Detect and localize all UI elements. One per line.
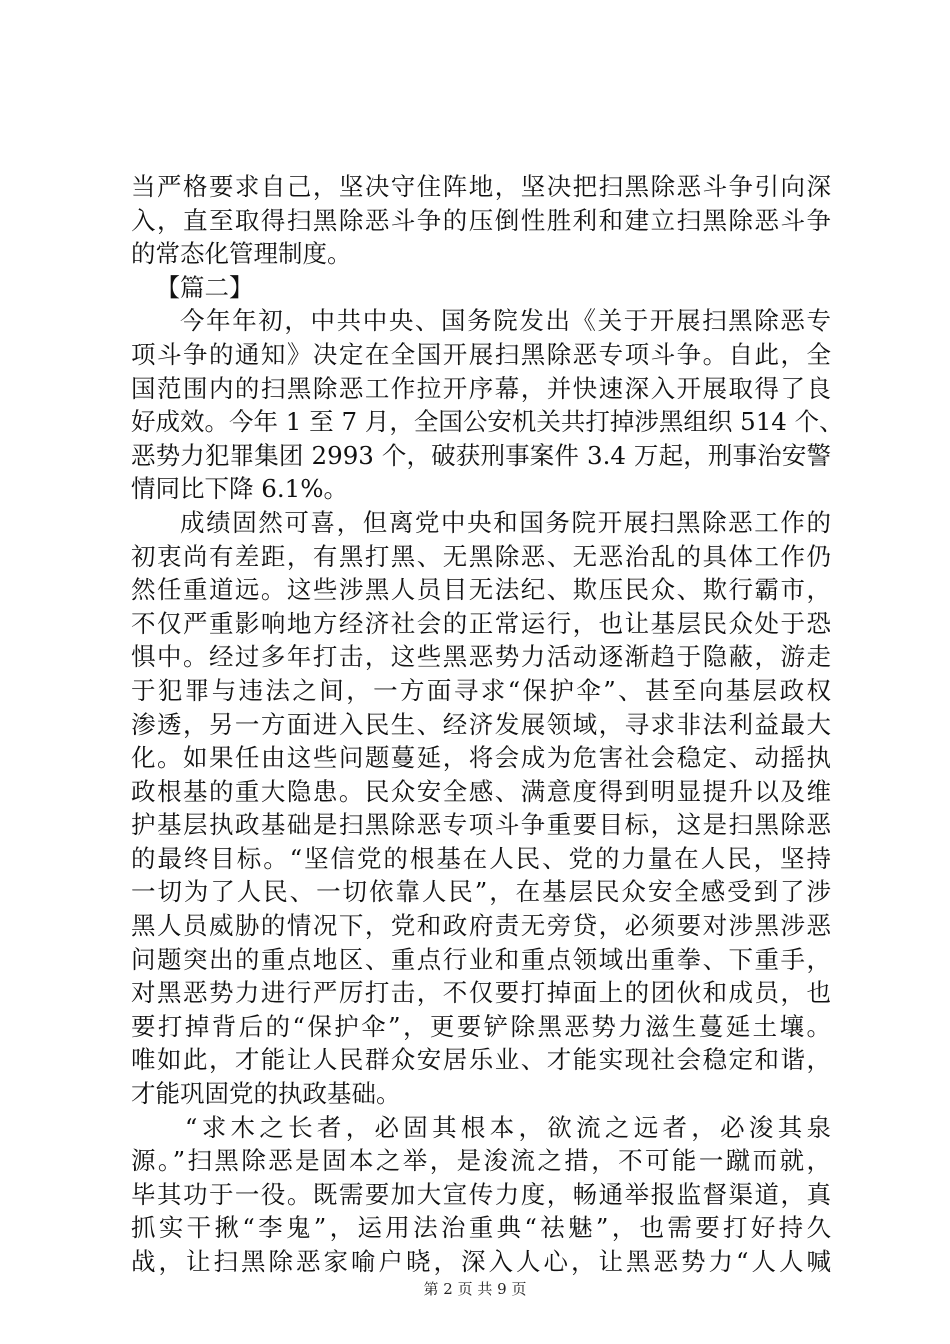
text-line: 护基层执政基础是扫黑除恶专项斗争重要目标，这是扫黑除恶 [131, 810, 831, 840]
text-line: 渗透，另一方面进入民生、经济发展领域，寻求非法利益最大 [131, 709, 831, 739]
text-line: 不仅严重影响地方经济社会的正常运行，也让基层民众处于恐 [131, 608, 831, 638]
text-line: 化。如果任由这些问题蔓延，将会成为危害社会稳定、动摇执 [131, 743, 831, 773]
text-line: 成绩固然可喜，但离党中央和国务院开展扫黑除恶工作的 [180, 507, 831, 537]
text-line: 战，让扫黑除恶家喻户晓，深入人心，让黑恶势力“人人喊 [131, 1247, 831, 1276]
text-line: 对黑恶势力进行严厉打击，不仅要打掉面上的团伙和成员，也 [131, 978, 831, 1008]
text-line: 才能巩固党的执政基础。 [131, 1079, 401, 1109]
text-line: 国范围内的扫黑除恶工作拉开序幕，并快速深入开展取得了良 [131, 373, 831, 403]
text-line: 黑人员威胁的情况下，党和政府责无旁贷，必须要对涉黑涉恶 [131, 911, 831, 941]
text-line: 入，直至取得扫黑除恶斗争的压倒性胜利和建立扫黑除恶斗争 [131, 205, 831, 235]
text-line: 政根基的重大隐患。民众安全感、满意度得到明显提升以及维 [131, 776, 831, 806]
text-line: 的常态化管理制度。 [131, 239, 352, 269]
text-line: 要打掉背后的“保护伞”，更要铲除黑恶势力滋生蔓延土壤。 [131, 1011, 831, 1041]
text-line: 好成效。今年 1 至 7 月，全国公安机关共打掉涉黑组织 514 个、 [131, 407, 844, 437]
text-line: 恶势力犯罪集团 2993 个，破获刑事案件 3.4 万起，刑事治安警 [131, 440, 831, 470]
text-line: 然任重道远。这些涉黑人员目无法纪、欺压民众、欺行霸市， [131, 575, 831, 605]
text-line: 毕其功于一役。既需要加大宣传力度，畅通举报监督渠道，真 [131, 1179, 831, 1209]
document-body [131, 170, 844, 1279]
text-line: 于犯罪与违法之间，一方面寻求“保护伞”、甚至向基层政权 [131, 675, 831, 705]
page-footer: 第 2 页 共 9 页 [423, 1280, 527, 1298]
text-line: 源。”扫黑除恶是固本之举，是浚流之措，不可能一蹴而就， [131, 1146, 831, 1176]
text-line: 项斗争的通知》决定在全国开展扫黑除恶专项斗争。自此，全 [131, 339, 831, 369]
text-line: 唯如此，才能让人民群众安居乐业、才能实现社会稳定和谐， [131, 1045, 831, 1075]
text-line: 抓实干揪“李鬼”，运用法治重典“祛魅”，也需要打好持久 [131, 1213, 831, 1243]
text-line: 问题突出的重点地区、重点行业和重点领域出重拳、下重手， [131, 944, 831, 974]
text-line: 的最终目标。“坚信党的根基在人民、党的力量在人民，坚持 [131, 843, 831, 873]
text-line: 今年年初，中共中央、国务院发出《关于开展扫黑除恶专 [180, 306, 831, 336]
text-line: 一切为了人民、一切依靠人民”，在基层民众安全感受到了涉 [131, 877, 831, 907]
text-line: “求木之长者，必固其根本，欲流之远者，必浚其泉 [184, 1112, 831, 1142]
text-line: 惧中。经过多年打击，这些黑恶势力活动逐渐趋于隐蔽，游走 [131, 642, 831, 672]
text-line: 初衷尚有差距，有黑打黑、无黑除恶、无恶治乱的具体工作仍 [131, 541, 831, 571]
text-line: 【篇二】 [155, 272, 254, 302]
text-line: 情同比下降 6.1%。 [131, 474, 349, 504]
text-line: 当严格要求自己，坚决守住阵地，坚决把扫黑除恶斗争引向深 [131, 172, 831, 201]
